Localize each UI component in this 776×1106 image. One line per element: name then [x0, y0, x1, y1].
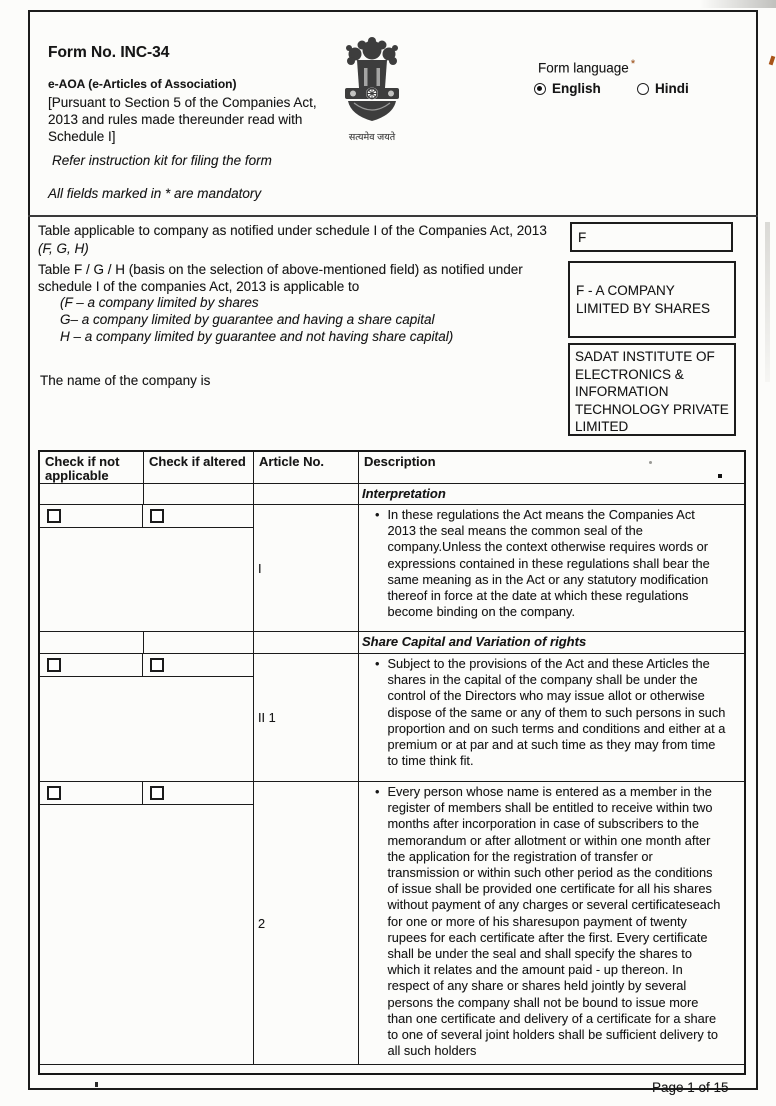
form-language-label: Form language * — [538, 58, 636, 76]
scan-artifact — [769, 56, 776, 66]
table-fgh-note-f: (F – a company limited by shares — [60, 295, 259, 310]
checkbox-not-applicable[interactable] — [47, 509, 61, 523]
articles-table — [38, 450, 746, 1075]
radio-hindi-icon[interactable] — [637, 83, 649, 95]
radio-hindi-label: Hindi — [655, 81, 689, 96]
table-fgh-field[interactable]: F - A COMPANY LIMITED BY SHARES — [568, 261, 736, 338]
section-row-interpretation — [40, 484, 744, 505]
page-indicator: Page 1 of 15 — [652, 1080, 729, 1095]
header-divider — [28, 215, 758, 217]
scan-artifact — [765, 222, 770, 382]
article-number: I — [253, 505, 358, 631]
article-description: • Subject to the provisions of the Act and these Articles the shares in the capital of the company shall be under the control of the Directors who may issue allot or otherwise dispose of the same or any of them to such persons in such proportion and on such terms and conditions and either at a premium or at par and at such time as they may from time to time think fit. — [363, 656, 726, 769]
mandatory-note: All fields marked in * are mandatory — [48, 186, 262, 201]
language-option-hindi[interactable] — [637, 81, 689, 96]
table-applicable-field[interactable]: F — [570, 222, 733, 252]
header-description: Description — [358, 452, 744, 483]
header-check-altered: Check if altered — [143, 452, 253, 483]
form-subtitle: e-AOA (e-Articles of Association) — [48, 77, 237, 91]
radio-english-icon[interactable] — [534, 83, 546, 95]
article-number: II 1 — [253, 654, 358, 781]
table-header-row — [40, 452, 744, 484]
checkbox-altered[interactable] — [150, 786, 164, 800]
header-article-no: Article No. — [253, 452, 358, 483]
scan-artifact — [718, 474, 722, 478]
form-number: Form No. INC-34 — [48, 44, 170, 61]
checkbox-not-applicable[interactable] — [47, 658, 61, 672]
section-title: Interpretation — [358, 484, 744, 504]
company-name-label: The name of the company is — [40, 373, 211, 388]
article-description: • Every person whose name is entered as a member in the register of members shall be entitled to receive within two months after incorporation in case of subscribers to the memorandum or after allotment or within one month after the application for the registration of transfer or transmission or within such other period as the conditions of issue shall be provided one certificate for all his shares without payment of any charges or several certificateseach for one or more of his sharesupon payment of twenty rupees for each certificate after the first. Every certificate shall be under the seal and shall specify the shares to which it relates and the amount paid - up thereon. In respect of any share or shares held jointly by several persons the company shall not be bound to issue more than one certificate and delivery of a certificate for a share to one of several joint holders shall be sufficient delivery to all such holders — [363, 784, 726, 1059]
radio-english-label: English — [552, 81, 601, 96]
section-row-share-capital — [40, 632, 744, 654]
article-description: • In these regulations the Act means the Companies Act 2013 the seal means the common seal of the company.Unless the context otherwise requires words or expressions contained in these regulations shall bear the same meaning as in the Act or any statutory modification thereof in force at the date at which these regulations become binding on the company. — [363, 507, 726, 620]
instruction-note: Refer instruction kit for filing the form — [52, 153, 272, 168]
table-footer-strip — [40, 1065, 744, 1073]
article-row-3 — [40, 782, 744, 1065]
checkbox-not-applicable[interactable] — [47, 786, 61, 800]
emblem-caption: सत्यमेव जयते — [348, 132, 396, 143]
article-row-2 — [40, 654, 744, 782]
scan-artifact — [700, 0, 776, 8]
ashoka-emblem-icon — [338, 34, 406, 137]
company-name-field[interactable]: SADAT INSTITUTE OF ELECTRONICS & INFORMATION TECHNOLOGY PRIVATE LIMITED — [568, 343, 736, 436]
pursuant-note: [Pursuant to Section 5 of the Companies Act, 2013 and rules made thereunder read with Schedule I] — [48, 95, 317, 144]
table-applicable-sublabel: (F, G, H) — [38, 241, 89, 256]
article-number: 2 — [253, 782, 358, 1064]
table-fgh-note-g: G– a company limited by guarantee and having a share capital — [60, 312, 435, 327]
language-option-english[interactable] — [534, 81, 601, 96]
table-applicable-label: Table applicable to company as notified under schedule I of the Companies Act, 2013 — [38, 223, 547, 238]
table-fgh-note-h: H – a company limited by guarantee and not having share capital) — [60, 329, 454, 344]
checkbox-altered[interactable] — [150, 658, 164, 672]
scan-artifact — [649, 461, 652, 464]
header-check-not-applicable: Check if not applicable — [45, 454, 120, 483]
checkbox-altered[interactable] — [150, 509, 164, 523]
required-asterisk: * — [630, 58, 636, 70]
article-row-1 — [40, 505, 744, 632]
scan-artifact — [95, 1082, 98, 1087]
section-title: Share Capital and Variation of rights — [358, 632, 744, 653]
table-fgh-label: Table F / G / H (basis on the selection of above-mentioned field) as notified under schedule I of the companies Act, 2013 is applicable to — [38, 262, 523, 294]
